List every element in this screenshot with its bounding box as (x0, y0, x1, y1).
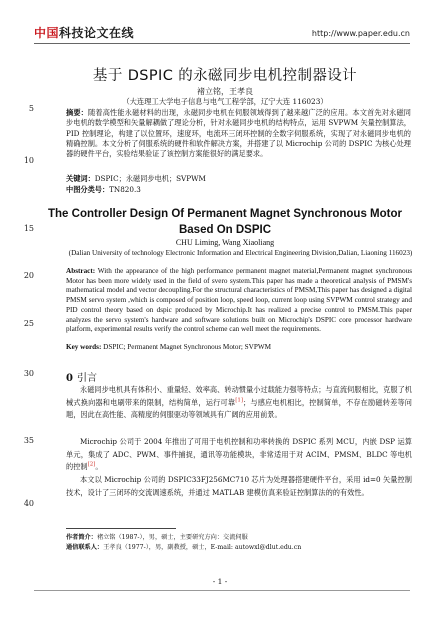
footnote-text: 褚立铭（1987-），男，硕士，主要研究方向：交流伺服 (96, 534, 248, 541)
abstract-en-text: With the appearance of the high performance permanent magnet material,Permanent magnet synchronous Motor has been more widely used in the field of svero system.This paper has made a theoretical analysis of PMSM's mathematical model and vector decoupling.For the structural characteristics of PMSM,This paper has designed a digital PMSM servo system ,which is composed of position loop, speed loop, current loop using SVPWM control strategy and PID control theory based on dspic produced by Microchip.It has realized a precise control to PMSM.This paper analyzes the servo system's hardware and software solutions built on Microchip's DSPIC core processor hardware platform, experimental results verify the control scheme can well meet the requirements. (66, 267, 412, 334)
line-number: 5 (28, 104, 34, 113)
authors-cn: 褚立铭，王孝良 (197, 87, 253, 96)
logo-red-part: 中国 (34, 26, 60, 40)
authors-en: CHU Liming, Wang Xiaoliang (175, 238, 275, 247)
abstract-en (66, 267, 412, 335)
paper-title-cn: 基于 DSPIC 的永磁同步电机控制器设计 (92, 68, 358, 84)
class-number (66, 185, 411, 195)
paragraph-text: ；与感应电机相比，控制简单，不存在励磁转差等问题，因此在高性能、高精度的伺服驱动等领域具有广阔的应用前景。 (66, 397, 412, 419)
line-number: 35 (23, 436, 34, 445)
footnote-label: 通信联系人： (66, 544, 104, 551)
affiliation-en: (Dalian University of technology Electronic Information and Electrical Engineering Division,Dalian, Liaoning 116023) (68, 249, 413, 257)
line-number: 15 (23, 224, 34, 233)
abstract-cn-text: 随着高性能永磁材料的出现，永磁同步电机在伺服领域得到了越来越广泛的应用。本文首先对永磁同步电机的数学模型和矢量解耦做了理论分析，针对永磁同步电机的结构特点，运用 SVPWM 矢量控制算法，PID 控制理论，构建了以位置环，速度环，电流环三闭环控制的全数字伺服系统，实现了对永磁同步电机的精确控制。本文分析了伺服系统的硬件和软件解决方案，并搭建了以 Microchip 公司的 DSPIC 为核心处理器的硬件平台，实验结果验证了该控制方案能很好的满足要求。 (66, 108, 411, 159)
line-number: 20 (23, 271, 34, 280)
keywords-en (66, 343, 412, 351)
footnote-author-bio (66, 533, 412, 542)
site-logo[interactable] (34, 24, 134, 41)
keywords-cn-text: DSPIC；永磁同步电机；SVPWM (94, 174, 206, 183)
footnote-contact (66, 543, 412, 552)
class-number-text: TN820.3 (109, 185, 141, 194)
body-paragraph (66, 384, 412, 422)
paragraph-text: Microchip 公司于 2004 年推出了可用于电机控制和功率转换的 DSPIC 系列 MCU，内嵌 DSP 运算单元，集成了 ADC、PWM、事件捕捉，通讯等功能模块，非常适用于对 ACIM、PMSM、BLDC 等电机的控制 (66, 437, 412, 471)
page-header (34, 0, 410, 44)
paragraph-text: 永磁同步电机具有体积小、重量轻、效率高、转动惯量小过载能力强等特点；与直流伺服相比，克服了机械式换向器和电刷带来的限制，结构简单，运行可靠 (66, 385, 412, 407)
header-rule (34, 43, 410, 44)
abstract-en-label: Abstract: (66, 267, 96, 275)
citation-link[interactable]: [1] (235, 397, 243, 404)
abstract-cn (66, 108, 411, 159)
abstract-cn-label: 摘要： (66, 108, 89, 117)
keywords-cn (66, 174, 411, 184)
body-paragraph: 本文以 Microchip 公司的 DSPIC33FJ256MC710 芯片为处理器搭建硬件平台，采用 id=0 矢量控制技术，设计了三闭环的交流调速系统，并通过 MATLAB 建模仿真来验证控制算法的的有效性。 (66, 475, 412, 497)
page-number: - 1 - (212, 577, 228, 586)
footnote-text: 王孝良（1977-），男，副教授，硕士，E-mail: autowxl@dlut.edu.cn (103, 544, 302, 551)
paragraph-text: 。 (95, 462, 103, 471)
line-number: 25 (23, 319, 34, 328)
paper-title-en: The Controller Design Of Permanent Magnet Synchronous Motor Based On DSPIC (48, 208, 402, 236)
keywords-en-label: Key words: (66, 343, 102, 351)
keywords-cn-label: 关键词： (66, 174, 95, 183)
affiliation-cn: （大连理工大学电子信息与电气工程学部，辽宁大连 116023） (122, 97, 328, 106)
logo-black-part: 科技论文在线 (59, 26, 135, 40)
body-paragraph (66, 436, 412, 474)
footnote-rule (66, 528, 176, 529)
section-title: 引言 (76, 373, 97, 384)
line-number: 10 (23, 156, 34, 165)
footnote-label: 作者简介： (66, 534, 97, 541)
line-number: 40 (23, 499, 34, 508)
site-url[interactable]: http://www.paper.edu.cn (311, 29, 410, 38)
keywords-en-text: DSPIC; Permanent Magnet Synchronous Motor; SVPWM (103, 343, 272, 351)
line-number: 30 (23, 369, 34, 378)
class-number-label: 中图分类号： (66, 185, 110, 194)
section-heading (66, 369, 97, 384)
citation-link[interactable]: [2] (87, 461, 96, 468)
footer-rule (34, 590, 410, 591)
section-number: 0 (66, 373, 73, 384)
